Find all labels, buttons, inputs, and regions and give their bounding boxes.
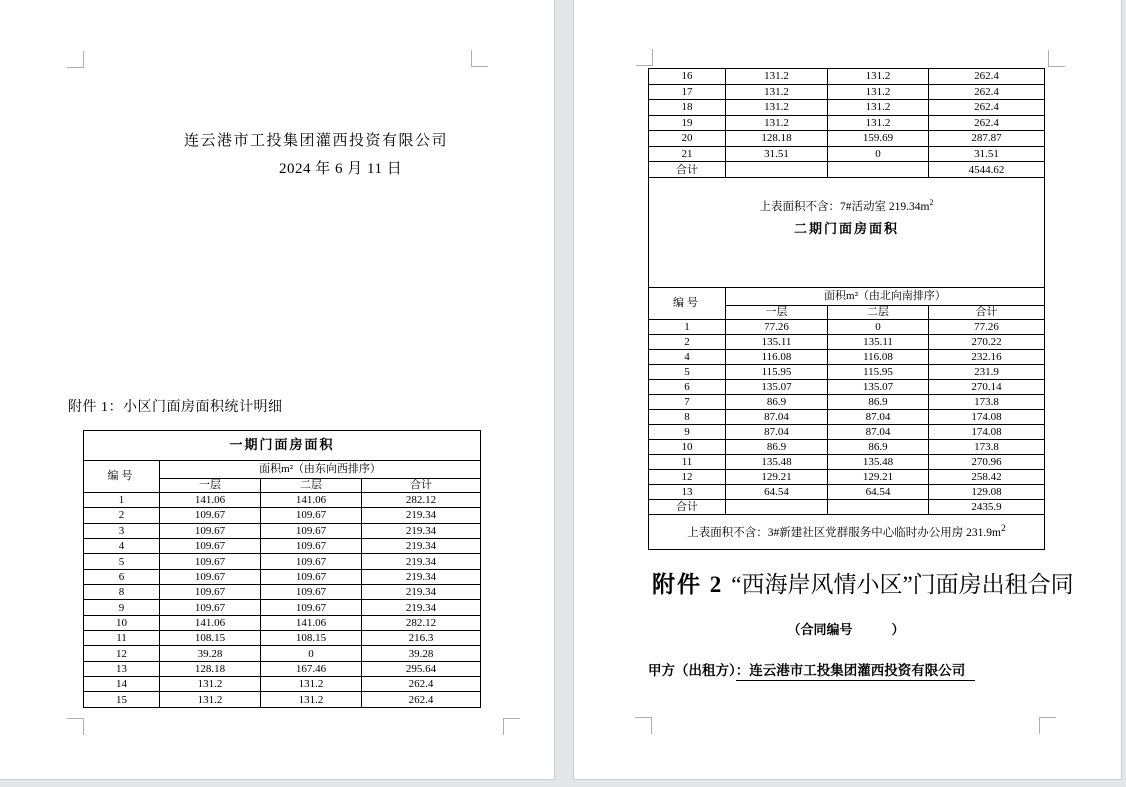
table-cell: 219.34	[362, 585, 481, 600]
margin-crop-mark	[635, 717, 652, 734]
table-cell: 31.51	[929, 146, 1045, 162]
column-header-id: 编号	[649, 287, 726, 319]
table-cell: 219.34	[362, 600, 481, 615]
table-cell	[726, 162, 828, 178]
table-row	[84, 677, 481, 692]
table-cell: 219.34	[362, 523, 481, 538]
table-cell: 131.2	[828, 115, 929, 131]
table-row	[649, 319, 1045, 334]
table-cell: 262.4	[929, 100, 1045, 116]
table-row	[649, 394, 1045, 409]
table-cell: 17	[649, 84, 726, 100]
table-cell: 64.54	[726, 484, 828, 499]
margin-crop-mark	[67, 718, 84, 735]
table-cell: 109.67	[160, 585, 261, 600]
table-row	[649, 100, 1045, 116]
table-cell: 141.06	[261, 615, 362, 630]
table-cell: 109.67	[160, 600, 261, 615]
contract-number-line: （合同编号 ）	[787, 622, 905, 637]
margin-crop-mark	[503, 718, 520, 735]
table-cell: 109.67	[160, 569, 261, 584]
table-title-row	[84, 431, 481, 461]
table-cell: 86.9	[726, 439, 828, 454]
table-row	[84, 692, 481, 707]
table-row	[84, 493, 481, 508]
table-cell: 131.2	[726, 115, 828, 131]
attachment2-heading-title: “西海岸风情小区”门面房出租合同	[731, 572, 1074, 597]
table-cell: 9	[84, 600, 160, 615]
table-cell: 131.2	[726, 69, 828, 85]
table-cell: 2435.9	[929, 499, 1045, 514]
table-cell	[726, 499, 828, 514]
table-cell: 262.4	[362, 692, 481, 707]
phase2-table-title: 二期门面房面积	[793, 221, 899, 237]
table-cell: 129.08	[929, 484, 1045, 499]
table-cell: 31.51	[726, 146, 828, 162]
table-row	[649, 115, 1045, 131]
table-cell: 282.12	[362, 615, 481, 630]
table-cell: 109.67	[261, 600, 362, 615]
table-cell: 87.04	[828, 409, 929, 424]
table-cell: 109.67	[261, 508, 362, 523]
table-cell: 4544.62	[929, 162, 1045, 178]
table-cell: 109.67	[261, 585, 362, 600]
phase2-exclusion-note: 上表面积不含：3#新建社区党群服务中心临时办公用房 $231.9m^2$	[649, 514, 1045, 549]
table-cell: 109.67	[261, 539, 362, 554]
table-cell: 6	[649, 379, 726, 394]
table-row	[649, 364, 1045, 379]
table-row	[649, 409, 1045, 424]
column-header-total: 合计	[929, 305, 1045, 319]
table-cell: 262.4	[362, 677, 481, 692]
table-cell: 116.08	[726, 349, 828, 364]
table-cell: 115.95	[828, 364, 929, 379]
table-cell: 141.06	[261, 493, 362, 508]
table-cell: 173.8	[929, 394, 1045, 409]
table-cell: 262.4	[929, 115, 1045, 131]
party-a-line	[648, 659, 975, 679]
table-cell: 135.07	[828, 379, 929, 394]
table-cell: 1	[649, 319, 726, 334]
table-cell: 6	[84, 569, 160, 584]
table-row	[649, 334, 1045, 349]
table-row	[84, 569, 481, 584]
table-cell: 2	[84, 508, 160, 523]
table-cell: 12	[649, 469, 726, 484]
table-cell: 18	[649, 100, 726, 116]
table-row	[84, 600, 481, 615]
table-cell: 262.4	[929, 69, 1045, 85]
column-header-floor2: 二层	[828, 305, 929, 319]
table-cell: 109.67	[261, 554, 362, 569]
table-cell: 64.54	[828, 484, 929, 499]
margin-crop-mark	[67, 51, 84, 68]
table-cell: 8	[649, 409, 726, 424]
column-header-floor2: 二层	[261, 479, 362, 493]
table-cell: 141.06	[160, 615, 261, 630]
table-cell: 86.9	[828, 439, 929, 454]
table-cell: 129.21	[726, 469, 828, 484]
table-cell: 270.96	[929, 454, 1045, 469]
table-cell: 0	[828, 146, 929, 162]
table-cell: 合计	[649, 499, 726, 514]
table-cell: 270.22	[929, 334, 1045, 349]
table-cell: 129.21	[828, 469, 929, 484]
table-cell: 135.48	[828, 454, 929, 469]
table-cell: 131.2	[160, 677, 261, 692]
table-cell: 11	[649, 454, 726, 469]
table-cell: 4	[649, 349, 726, 364]
table-row	[649, 484, 1045, 499]
table-cell: 2	[649, 334, 726, 349]
table-cell: 282.12	[362, 493, 481, 508]
table-row	[649, 84, 1045, 100]
table-cell: 262.4	[929, 84, 1045, 100]
table-cell: 0	[261, 646, 362, 661]
party-a-label: 甲方（出租方）	[648, 663, 736, 678]
table-cell: 219.34	[362, 508, 481, 523]
table-cell: 128.18	[160, 661, 261, 676]
margin-crop-mark	[471, 50, 488, 67]
company-name-line: 连云港市工投集团灌西投资有限公司	[184, 133, 449, 149]
table-cell: 131.2	[828, 100, 929, 116]
table-cell: 135.07	[726, 379, 828, 394]
table-row	[649, 469, 1045, 484]
table-cell: 219.34	[362, 554, 481, 569]
table-row	[649, 69, 1045, 85]
table-cell: 131.2	[261, 692, 362, 707]
table-cell: 21	[649, 146, 726, 162]
table-cell: 0	[828, 319, 929, 334]
column-header-area: 面积m²（由东向西排序）	[160, 461, 481, 479]
table-cell: 8	[84, 585, 160, 600]
table-cell: 258.42	[929, 469, 1045, 484]
phase1-continuation-and-phase2-table	[648, 68, 1045, 550]
table-cell: 19	[649, 115, 726, 131]
table-cell: 86.9	[726, 394, 828, 409]
table-cell	[828, 499, 929, 514]
table-cell: 173.8	[929, 439, 1045, 454]
table-row	[649, 146, 1045, 162]
table-cell: 135.11	[828, 334, 929, 349]
attachment2-heading-label: 附件 2	[652, 572, 724, 597]
table-row	[649, 379, 1045, 394]
attachment1-label: 附件 1：小区门面房面积统计明细	[68, 400, 283, 415]
table-cell: 219.34	[362, 569, 481, 584]
table-cell: 108.15	[261, 631, 362, 646]
table-cell: 287.87	[929, 131, 1045, 147]
table-row	[84, 615, 481, 630]
table-cell: 116.08	[828, 349, 929, 364]
table-row	[84, 585, 481, 600]
table-row	[84, 508, 481, 523]
table-row	[649, 349, 1045, 364]
table-cell: 216.3	[362, 631, 481, 646]
table-cell: 13	[649, 484, 726, 499]
note-row	[649, 514, 1045, 549]
table-header-row	[84, 461, 481, 479]
note-and-title-row	[649, 177, 1045, 287]
table-cell: 合计	[649, 162, 726, 178]
table-row	[649, 424, 1045, 439]
table-cell: 159.69	[828, 131, 929, 147]
table-cell: 270.14	[929, 379, 1045, 394]
table-title: 一期门面房面积	[84, 431, 481, 461]
phase1-area-table	[83, 430, 481, 708]
table-cell: 295.64	[362, 661, 481, 676]
table-cell	[828, 162, 929, 178]
table-cell: 87.04	[726, 424, 828, 439]
table-cell: 10	[649, 439, 726, 454]
margin-crop-mark	[636, 49, 653, 66]
table-cell: 115.95	[726, 364, 828, 379]
table-row	[649, 439, 1045, 454]
table-cell: 108.15	[160, 631, 261, 646]
table-cell: 232.16	[929, 349, 1045, 364]
table-cell: 109.67	[160, 554, 261, 569]
table-cell: 39.28	[362, 646, 481, 661]
party-a-value: ：连云港市工投集团灌西投资有限公司	[736, 663, 976, 681]
table-cell: 135.11	[726, 334, 828, 349]
table-cell: 7	[649, 394, 726, 409]
table-row	[84, 646, 481, 661]
table-header-row	[649, 287, 1045, 305]
table-cell: 131.2	[828, 69, 929, 85]
table-row	[649, 454, 1045, 469]
document-date-line: 2024 年 6 月 11 日	[279, 161, 403, 177]
table-cell: 87.04	[828, 424, 929, 439]
table-cell: 109.67	[160, 508, 261, 523]
table-cell: 131.2	[160, 692, 261, 707]
table-cell: 128.18	[726, 131, 828, 147]
table-row	[649, 499, 1045, 514]
table-cell: 86.9	[828, 394, 929, 409]
column-header-id: 编号	[84, 461, 160, 493]
table-row	[84, 554, 481, 569]
table-cell: 15	[84, 692, 160, 707]
table-cell: 109.67	[261, 523, 362, 538]
table-row	[84, 631, 481, 646]
table-row	[84, 661, 481, 676]
table-cell: 109.67	[261, 569, 362, 584]
table-row	[649, 162, 1045, 178]
table-cell: 109.67	[160, 539, 261, 554]
table-cell: 141.06	[160, 493, 261, 508]
table-cell: 20	[649, 131, 726, 147]
table-cell: 131.2	[726, 100, 828, 116]
phase1-exclusion-note: 上表面积不含：7#活动室 $219.34m^2$	[759, 197, 934, 213]
table-cell: 9	[649, 424, 726, 439]
table-cell: 174.08	[929, 424, 1045, 439]
table-cell: 131.2	[828, 84, 929, 100]
table-row	[649, 131, 1045, 147]
table-row	[84, 539, 481, 554]
table-cell: 16	[649, 69, 726, 85]
table-cell: 3	[84, 523, 160, 538]
column-header-floor1: 一层	[160, 479, 261, 493]
table-cell: 135.48	[726, 454, 828, 469]
table-cell: 11	[84, 631, 160, 646]
margin-crop-mark	[1039, 717, 1056, 734]
column-header-total: 合计	[362, 479, 481, 493]
table-cell: 231.9	[929, 364, 1045, 379]
table-cell: 109.67	[160, 523, 261, 538]
table-cell: 1	[84, 493, 160, 508]
margin-crop-mark	[1048, 50, 1065, 67]
table-cell: 39.28	[160, 646, 261, 661]
table-cell: 5	[84, 554, 160, 569]
table-cell: 4	[84, 539, 160, 554]
table-cell: 14	[84, 677, 160, 692]
table-row	[84, 523, 481, 538]
table-cell: 77.26	[726, 319, 828, 334]
table-cell: 77.26	[929, 319, 1045, 334]
table-cell: 131.2	[726, 84, 828, 100]
table-cell: 87.04	[726, 409, 828, 424]
table-cell: 174.08	[929, 409, 1045, 424]
table-cell: 167.46	[261, 661, 362, 676]
table-cell: 131.2	[261, 677, 362, 692]
table-cell: 12	[84, 646, 160, 661]
table-cell: 5	[649, 364, 726, 379]
table-cell: 13	[84, 661, 160, 676]
column-header-area: 面积m²（由北向南排序）	[726, 287, 1045, 305]
attachment2-heading	[652, 566, 1074, 599]
column-header-floor1: 一层	[726, 305, 828, 319]
table-cell: 10	[84, 615, 160, 630]
table-cell: 219.34	[362, 539, 481, 554]
